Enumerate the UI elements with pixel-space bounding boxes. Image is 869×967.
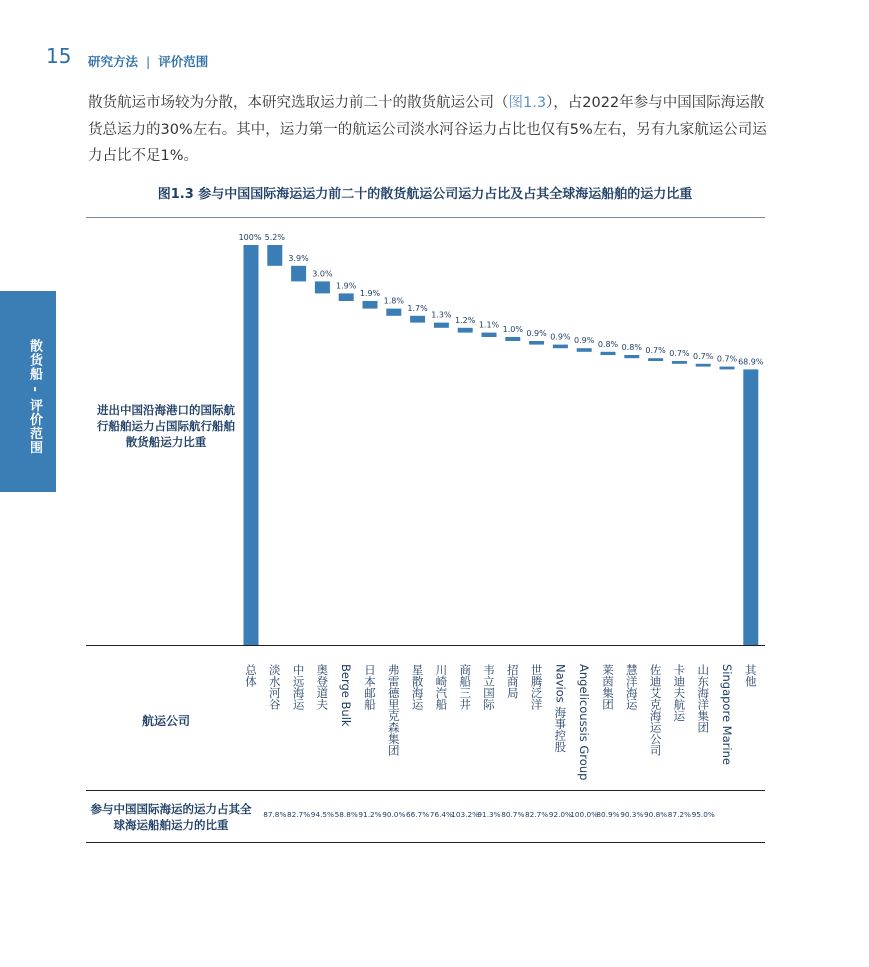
value-label-11: 1.0% bbox=[502, 325, 523, 334]
value-label-9: 1.2% bbox=[455, 315, 476, 325]
ratio-value-10: 91.3% bbox=[477, 810, 501, 819]
ratio-value-19: 95.0% bbox=[691, 810, 715, 819]
value-label-15: 0.8% bbox=[597, 339, 619, 349]
value-label-8: 1.3% bbox=[431, 310, 452, 320]
bar-20 bbox=[720, 367, 735, 370]
company-label-0: 总体 bbox=[244, 664, 258, 687]
value-label-7: 1.7% bbox=[407, 303, 428, 313]
bar-8 bbox=[434, 323, 449, 328]
value-label-12: 0.9% bbox=[526, 329, 547, 338]
figure-title: 图1.3 参与中国国际海运运力前二十的散货航运公司运力占比及占其全球海运船舶的运力比重 bbox=[157, 187, 693, 202]
value-label-19: 0.7% bbox=[693, 351, 714, 361]
ratio-value-1: 87.8% bbox=[263, 810, 287, 819]
company-label-18: 卡迪夫航运 bbox=[672, 664, 687, 722]
bar-10 bbox=[482, 333, 497, 337]
paragraph-part2: ），占2022年参与中国国际海运散货总运力的30%左右。其中，运力第一的航运公司淡水河谷运力占比也仅有5%左右，另有九家航运公司运力占比不足1%。 bbox=[88, 95, 767, 164]
company-label-11: 招商局 bbox=[505, 664, 520, 699]
company-label-19: 山东海洋集团 bbox=[696, 664, 711, 733]
company-label-10: 韦立国际 bbox=[482, 664, 496, 710]
ratio-value-14: 100.0% bbox=[570, 810, 599, 819]
subsection-title: 评价范围 bbox=[158, 54, 209, 69]
bar-6 bbox=[386, 309, 401, 316]
ratio-value-15: 80.9% bbox=[596, 810, 620, 819]
ratio-value-16: 90.3% bbox=[620, 810, 644, 819]
company-label-7: 星散海运 bbox=[410, 664, 425, 710]
bar-1 bbox=[267, 245, 282, 266]
bar-3 bbox=[315, 281, 330, 293]
bar-7 bbox=[410, 316, 425, 323]
ratio-value-18: 87.2% bbox=[667, 810, 691, 819]
companies-row-label: 航运公司 bbox=[141, 714, 190, 728]
bar-11 bbox=[505, 337, 520, 341]
company-label-2: 中远海运 bbox=[291, 664, 306, 710]
value-label-2: 3.9% bbox=[288, 253, 309, 263]
value-label-14: 0.9% bbox=[574, 336, 595, 346]
value-label-20: 0.7% bbox=[716, 354, 738, 364]
value-label-17: 0.7% bbox=[645, 346, 666, 356]
ratio-value-8: 76.4% bbox=[429, 810, 453, 819]
ratio-row-label: 参与中国国际海运的运力占其全球海运船舶运力的比重 bbox=[90, 802, 252, 832]
bar-16 bbox=[624, 355, 639, 358]
company-label-4: Berge Bulk bbox=[339, 664, 354, 727]
section-separator: | bbox=[146, 54, 151, 69]
value-label-5: 1.9% bbox=[359, 289, 381, 298]
bar-14 bbox=[577, 348, 592, 352]
company-label-13: Navios 海事控股 bbox=[553, 664, 568, 753]
ratio-value-4: 58.8% bbox=[334, 810, 358, 819]
company-label-21: 其他 bbox=[743, 664, 758, 687]
company-label-6: 弗雷德里克森集团 bbox=[386, 664, 401, 756]
ratio-value-17: 90.8% bbox=[644, 810, 668, 819]
bar-5 bbox=[363, 301, 378, 309]
ratio-value-11: 80.7% bbox=[501, 810, 525, 819]
bar-18 bbox=[672, 361, 687, 364]
ratio-value-5: 91.2% bbox=[358, 810, 382, 819]
bar-17 bbox=[648, 358, 663, 361]
ratio-value-13: 92.0% bbox=[548, 810, 572, 819]
company-label-16: 慧洋海运 bbox=[624, 664, 639, 710]
value-label-4: 1.9% bbox=[336, 281, 357, 291]
company-label-12: 世腾泛洋 bbox=[529, 664, 544, 710]
side-tab-label: 散货船 - 评价范围 bbox=[27, 339, 42, 455]
bar-9 bbox=[458, 328, 473, 333]
ratio-value-6: 90.0% bbox=[382, 810, 406, 819]
bar-13 bbox=[553, 345, 568, 349]
y-axis-label: 进出中国沿海港口的国际航行船舶运力占国际航行船舶散货船运力比重 bbox=[97, 403, 235, 449]
company-label-15: 莱茵集团 bbox=[601, 664, 615, 710]
company-label-5: 日本邮船 bbox=[363, 664, 377, 710]
bar-21 bbox=[743, 369, 758, 645]
value-label-16: 0.8% bbox=[621, 343, 642, 352]
bar-2 bbox=[291, 266, 306, 282]
bar-12 bbox=[529, 341, 544, 345]
ratio-value-9: 103.2% bbox=[451, 810, 480, 819]
value-label-13: 0.9% bbox=[550, 332, 571, 342]
value-label-0: 100% bbox=[238, 233, 262, 242]
page-number: 15 bbox=[46, 44, 72, 68]
section-title: 研究方法 bbox=[88, 54, 139, 69]
company-label-14: Angelicoussis Group bbox=[577, 664, 592, 781]
company-label-9: 商船三井 bbox=[458, 664, 473, 710]
bar-0 bbox=[244, 245, 259, 645]
value-label-18: 0.7% bbox=[669, 349, 690, 358]
paragraph-part1: 散货航运市场较为分散，本研究选取运力前二十的散货航运公司（ bbox=[88, 95, 509, 111]
company-label-8: 川崎汽船 bbox=[434, 664, 449, 710]
figure-reference-link[interactable]: 图1.3 bbox=[508, 95, 547, 111]
bar-15 bbox=[601, 352, 616, 355]
value-label-3: 3.0% bbox=[312, 269, 333, 279]
value-label-1: 5.2% bbox=[264, 233, 285, 242]
company-label-3: 奥登道夫 bbox=[315, 664, 330, 710]
bar-4 bbox=[339, 293, 354, 301]
ratio-value-2: 82.7% bbox=[287, 810, 311, 819]
ratio-value-7: 66.7% bbox=[406, 810, 430, 819]
ratio-value-3: 94.5% bbox=[310, 810, 334, 819]
bar-19 bbox=[696, 364, 711, 367]
company-label-20: Singapore Marine bbox=[720, 664, 734, 765]
company-label-17: 佐迪艾克海运公司 bbox=[648, 664, 663, 756]
value-label-6: 1.8% bbox=[383, 296, 404, 306]
ratio-value-12: 82.7% bbox=[525, 810, 549, 819]
company-label-1: 淡水河谷 bbox=[267, 664, 282, 710]
value-label-21: 68.9% bbox=[738, 357, 764, 367]
value-label-10: 1.1% bbox=[478, 320, 500, 330]
